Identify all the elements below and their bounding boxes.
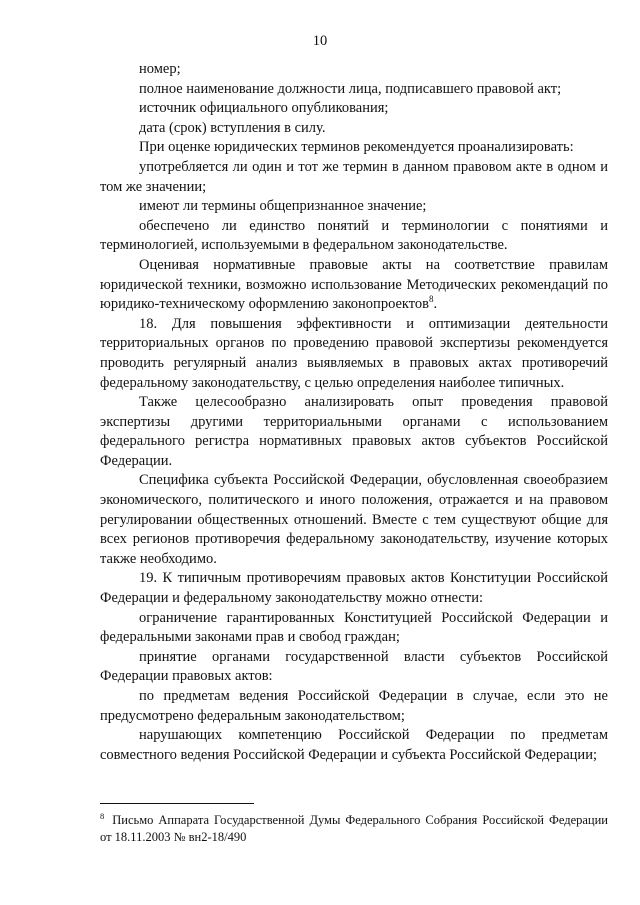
paragraph-text: номер; xyxy=(139,61,181,77)
paragraph xyxy=(100,687,608,726)
paragraph xyxy=(100,315,608,393)
paragraph-text: нарушающих компетенцию Российской Федерации по предметам совместного ведения Российской Федерации и субъекта Российской Федерации; xyxy=(100,727,608,763)
paragraph-tail: . xyxy=(433,296,438,313)
paragraph xyxy=(100,648,608,687)
paragraph xyxy=(100,569,608,608)
document-body xyxy=(100,60,608,765)
footnote-separator xyxy=(100,803,254,804)
paragraph-text: по предметам ведения Российской Федерации в случае, если это не предусмотрено федеральным законодательством; xyxy=(100,688,608,724)
paragraph xyxy=(100,60,608,80)
paragraph xyxy=(100,138,608,158)
paragraph-text: 18. Для повышения эффективности и оптимизации деятельности территориальных органов по проведению правовой экспертизы рекомендуется проводить регулярный анализ выявляемых в правовых актах противоречий федеральному законодательству, с целью определения наиболее типичных. xyxy=(100,315,608,391)
paragraph-text: Также целесообразно анализировать опыт проведения правовой экспертизы другими территориальными органами с использованием федерального регистра нормативных правовых актов субъектов Российской Федерации. xyxy=(100,394,608,469)
paragraph xyxy=(100,609,608,648)
paragraph-text: источник официального опубликования; xyxy=(139,100,389,117)
page-number: 10 xyxy=(312,33,328,49)
paragraph-text: полное наименование должности лица, подписавшего правовой акт; xyxy=(139,80,562,97)
paragraph xyxy=(100,80,608,100)
paragraph-text: обеспечено ли единство понятий и терминологии с понятиями и терминологией, используемыми в федеральном законодательстве. xyxy=(100,217,608,254)
paragraph-text: употребляется ли один и тот же термин в данном правовом акте в одном и том же значении; xyxy=(100,158,608,195)
paragraph xyxy=(100,471,608,569)
paragraph-text: ограничение гарантированных Конституцией Российской Федерации и федеральными законами прав и свобод граждан; xyxy=(100,609,608,646)
paragraph-text: 19. К типичным противоречиям правовых актов Конституции Российской Федерации и федеральному законодательству можно отнести: xyxy=(100,570,608,607)
footnote-text: Письмо Аппарата Государственной Думы Федерального Собрания Российской Федерации от 18.11.2003 № вн2-18/490 xyxy=(100,813,608,845)
paragraph-text: Специфика субъекта Российской Федерации, обусловленная своеобразием экономического, политического и иного положения, отражается и на правовом регулировании общественных отношений. Вместе с тем существуют общие для всех регионов противоречия федеральному законодательству, изучение которых также необходимо. xyxy=(100,472,608,567)
paragraph-text: имеют ли термины общепризнанное значение; xyxy=(139,198,427,215)
paragraph xyxy=(100,217,608,256)
paragraph xyxy=(100,256,608,315)
paragraph-text: При оценке юридических терминов рекомендуется проанализировать: xyxy=(139,139,574,156)
paragraph xyxy=(100,158,608,197)
paragraph xyxy=(100,197,608,217)
paragraph xyxy=(100,119,608,139)
footnote xyxy=(100,808,608,846)
paragraph-text: принятие органами государственной власти субъектов Российской Федерации правовых актов: xyxy=(100,648,608,685)
footnote-mark: 8 xyxy=(100,811,105,821)
paragraph xyxy=(100,393,608,471)
footnote-reference: 8 xyxy=(429,294,434,305)
paragraph xyxy=(100,726,608,765)
paragraph xyxy=(100,99,608,119)
paragraph-text: дата (срок) вступления в силу. xyxy=(139,119,326,136)
paragraph-text: Оценивая нормативные правовые акты на соответствие правилам юридической техники, возможно использование Методических рекомендаций по юридико-техническому оформлению законопроектов xyxy=(100,256,608,313)
